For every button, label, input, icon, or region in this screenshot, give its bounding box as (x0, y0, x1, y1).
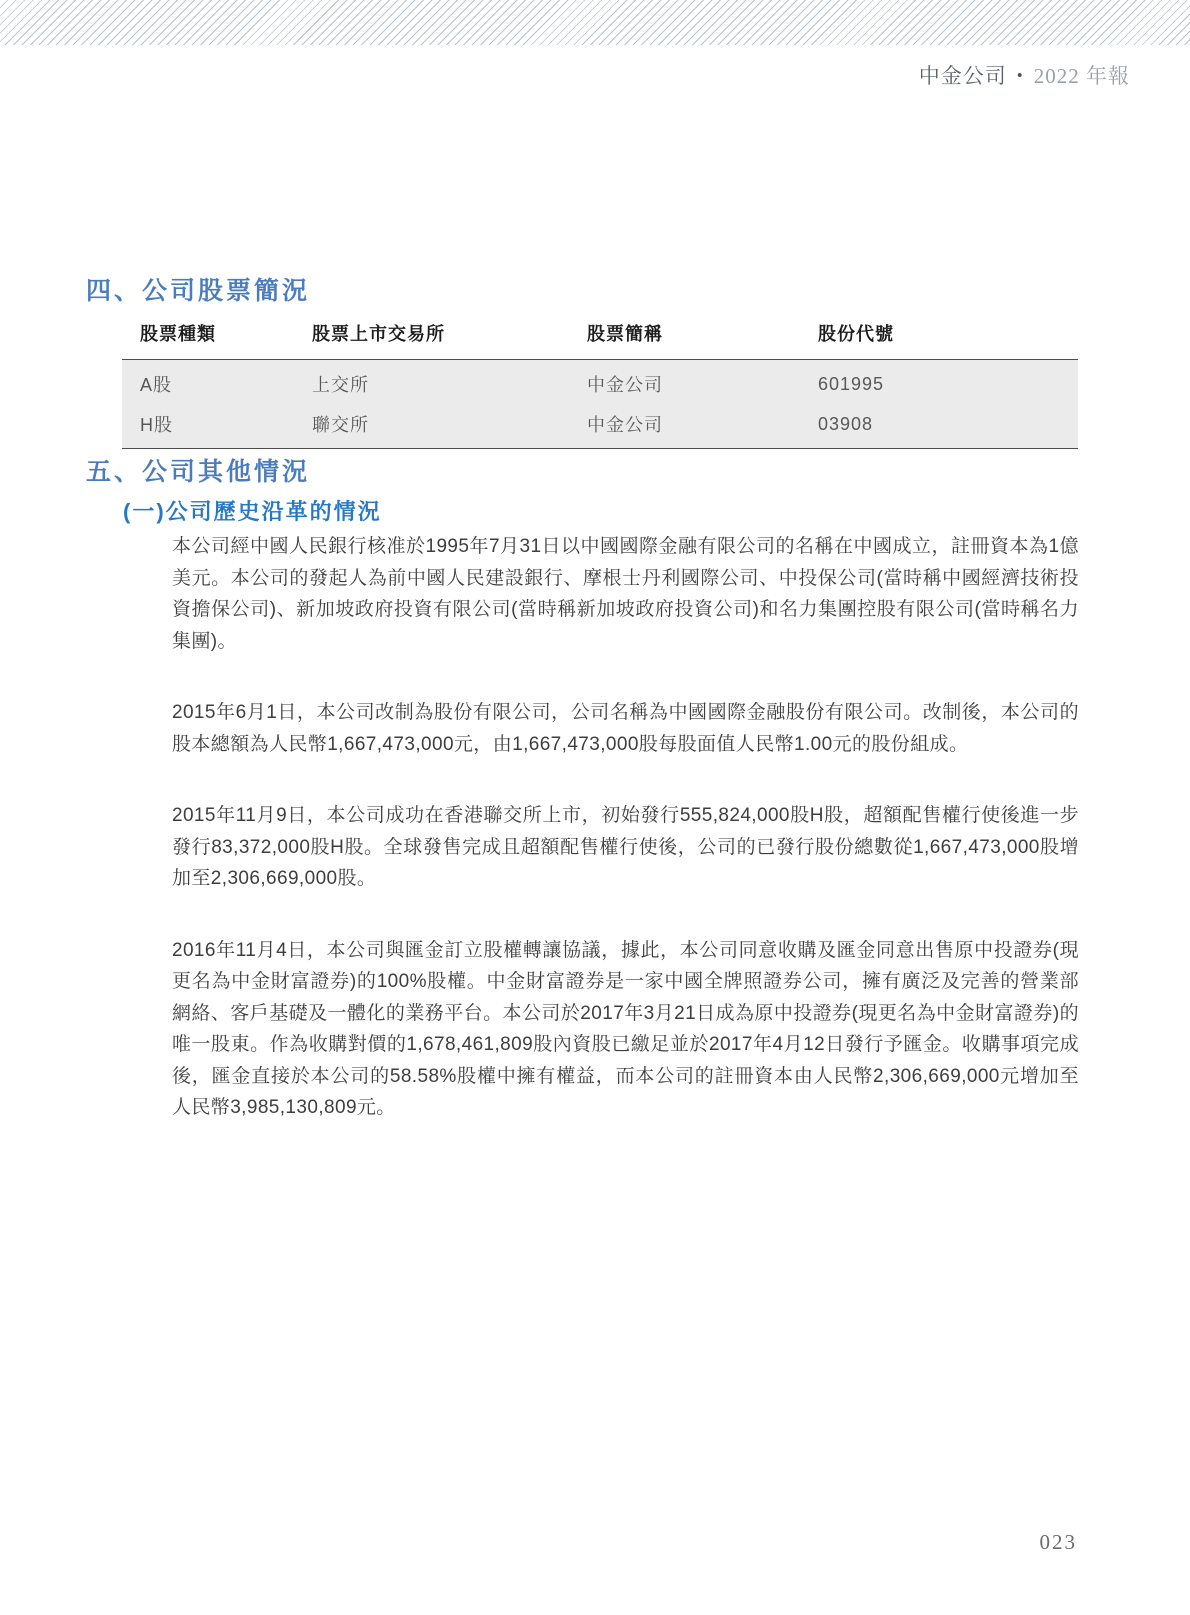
cell-code: 03908 (800, 404, 1078, 449)
cell-code: 601995 (800, 360, 1078, 405)
report-edition: 2022 年報 (1033, 64, 1130, 88)
table-row (122, 360, 1078, 405)
cell-abbr: 中金公司 (569, 404, 800, 449)
history-paragraph-1: 本公司經中國人民銀行核准於1995年7月31日以中國國際金融有限公司的名稱在中國成立，註冊資本為1億美元。本公司的發起人為前中國人民建設銀行、摩根士丹利國際公司、中投保公司(當時稱中國經濟技術投資擔保公司)、新加坡政府投資有限公司(當時稱新加坡政府投資公司)和名力集團控股有限公司(當時稱名力集團)。 (172, 536, 1079, 652)
col-header-stock-abbr: 股票簡稱 (569, 308, 800, 360)
page-number: 023 (1039, 1530, 1077, 1554)
company-name: 中金公司 (918, 64, 1007, 88)
top-hatch-pattern (0, 0, 1190, 45)
cell-exchange: 聯交所 (294, 404, 569, 449)
history-paragraph-2: 2015年6月1日，本公司改制為股份有限公司，公司名稱為中國國際金融股份有限公司。改制後，本公司的股本總額為人民幣1,667,473,000元，由1,667,473,000股每股面值人民幣1.00元的股份組成。 (172, 702, 1079, 755)
cell-stock-type: A股 (122, 360, 294, 405)
history-paragraph-3: 2015年11月9日，本公司成功在香港聯交所上市，初始發行555,824,000股H股，超額配售權行使後進一步發行83,372,000股H股。全球發售完成且超額配售權行使後，公司的已發行股份總數從1,667,473,000股增加至2,306,669,000股。 (172, 805, 1079, 889)
section-title-other-info: 五、公司其他情況 (86, 458, 311, 486)
stock-table (122, 308, 1078, 449)
col-header-stock-code: 股份代號 (800, 308, 1078, 360)
cell-stock-type: H股 (122, 404, 294, 449)
history-paragraph-4: 2016年11月4日，本公司與匯金訂立股權轉讓協議，據此，本公司同意收購及匯金同意出售原中投證券(現更名為中金財富證券)的100%股權。中金財富證券是一家中國全牌照證券公司，擁有廣泛及完善的營業部網絡、客戶基礎及一體化的業務平台。本公司於2017年3月21日成為原中投證券(現更名為中金財富證券)的唯一股東。作為收購對價的1,678,461,809股內資股已繳足並於2017年4月12日發行予匯金。收購事項完成後，匯金直接於本公司的58.58%股權中擁有權益，而本公司的註冊資本由人民幣2,306,669,000元增加至人民幣3,985,130,809元。 (172, 939, 1079, 1118)
subsection-title-company-history: (一)公司歷史沿革的情況 (123, 499, 382, 524)
history-paragraphs (172, 531, 1079, 1164)
col-header-stock-type: 股票種類 (122, 308, 294, 360)
col-header-listing-exchange: 股票上市交易所 (294, 308, 569, 360)
running-header (919, 60, 1130, 90)
table-row (122, 404, 1078, 449)
stock-table-header-row (122, 308, 1078, 360)
header-bullet: • (1016, 66, 1024, 85)
cell-abbr: 中金公司 (569, 360, 800, 405)
cell-exchange: 上交所 (294, 360, 569, 405)
section-title-stock-overview: 四、公司股票簡況 (86, 277, 311, 305)
